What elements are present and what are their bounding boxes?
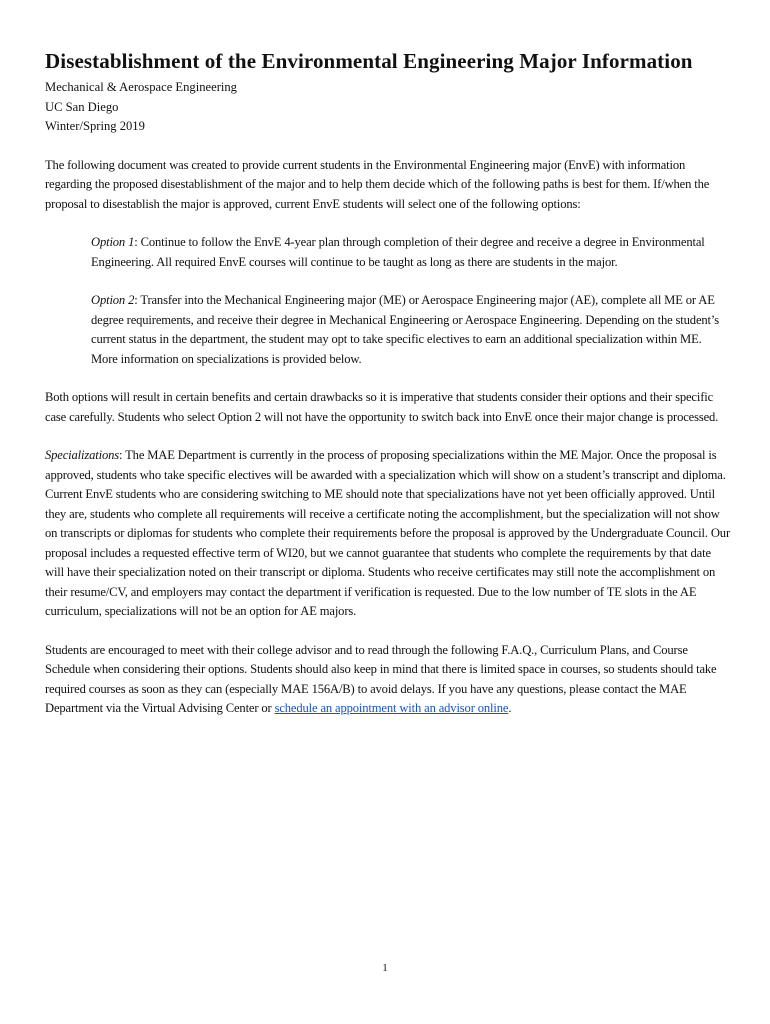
option-1-text: : Continue to follow the EnvE 4-year plan through completion of their degree and receive a degree in Environmental Engineering. All required EnvE courses will continue to be taught as long as there are students in the major. (91, 235, 705, 269)
document-page (45, 46, 730, 738)
document-meta (45, 78, 730, 137)
specializations-text: : The MAE Department is currently in the process of proposing specializations within the ME Major. Once the proposal is approved, students who take specific electives will be awarded with a specialization which will show on a student’s transcript and diploma. Current EnvE students who are considering switching to ME should note that specializations have not yet been officially approved. Until they are, students who complete all requirements will receive a certificate noting the accomplishment, but the specialization will not show on transcripts or diplomas for students who complete their requirements before the proposal is approved by the Undergraduate Council. Our proposal includes a requested effective term of WI20, but we cannot guarantee that students who complete the requirements by that date will have their specialization noted on their transcript or diploma. Students who receive certificates may still note the accomplishment on their resume/CV, and employers may contact the department if verification is requested. Due to the low number of TE slots in the AE curriculum, specializations will not be an option for AE majors. (45, 448, 730, 618)
intro-paragraph: The following document was created to provide current students in the Environmental Engineering major (EnvE) with information regarding the proposed disestablishment of the major and to help them decide which of the following paths is best for them. If/when the proposal to disestablish the major is approved, current EnvE students will select one of the following options: (45, 157, 710, 211)
option-1-paragraph (91, 233, 730, 272)
document-title: Disestablishment of the Environmental Engineering Major Information (45, 49, 693, 73)
both-options-paragraph: Both options will result in certain benefits and certain drawbacks so it is imperative that students consider their options and their specific case carefully. Students who select Option 2 will not have the opportunity to switch back into EnvE once their major change is processed. (45, 390, 719, 424)
option-1-label: Option 1 (91, 235, 135, 249)
closing-paragraph (45, 641, 730, 719)
specializations-paragraph (45, 446, 730, 622)
closing-text: Students are encouraged to meet with their college advisor and to read through the following F.A.Q., Curriculum Plans, and Course Schedule when considering their options. Students should also keep in mind that there is limited space in courses, so students should take required courses as soon as they can (especially MAE 156A/B) to avoid delays. If you have any questions, please contact the MAE Department via the Virtual Advising Center or (45, 642, 717, 715)
option-2-paragraph (91, 291, 730, 369)
schedule-appointment-link[interactable]: schedule an appointment with an advisor online (274, 701, 509, 715)
school-line: UC San Diego (45, 99, 119, 114)
specializations-label: Specializations (45, 448, 120, 462)
page-number: 1 (382, 962, 388, 974)
department-line: Mechanical & Aerospace Engineering (45, 80, 237, 94)
closing-end: . (508, 701, 512, 715)
term-line: Winter/Spring 2019 (45, 119, 145, 133)
option-2-text: : Transfer into the Mechanical Engineering major (ME) or Aerospace Engineering major (AE), complete all ME or AE degree requirements, and receive their degree in Mechanical Engineering or Aerospace Engineering. Depending on the student’s current status in the department, the student may opt to take specific electives to earn an additional specialization within ME. More information on specializations is provided below. (91, 293, 719, 366)
option-2-label: Option 2 (91, 293, 135, 307)
